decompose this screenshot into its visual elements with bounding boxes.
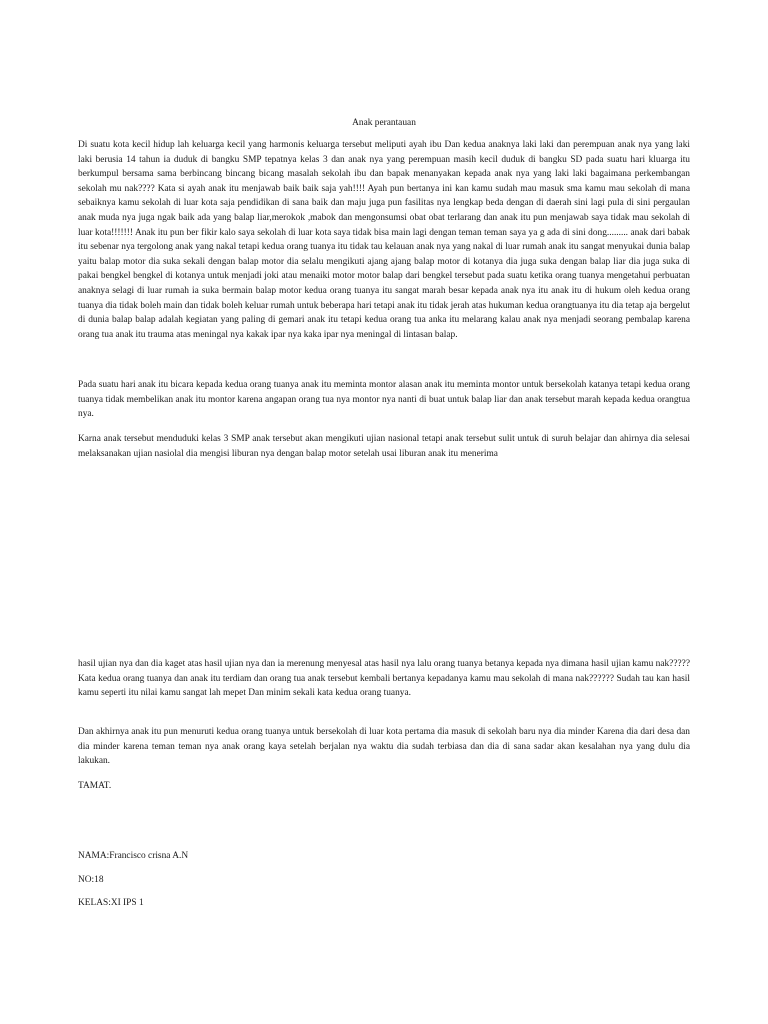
closing-text: TAMAT. [78, 781, 112, 791]
author-class: KELAS:XI IPS 1 [78, 898, 144, 908]
document-title: Anak perantauan [352, 118, 416, 128]
paragraph-1: Di suatu kota kecil hidup lah keluarga kecil yang harmonis keluarga tersebut meliputi ayah ibu Dan kedua anaknya laki laki dan perempuan anak nya yang laki laki berusia 14 tahun ia duduk di bangku SMP tepatnya kelas 3 dan anak nya yang perempuan masih kecil duduk di bangku SD pada suatu hari kluarga itu berkumpul bersama sama berbincang bincang bicang masalah sekolah ibu dan bapak menanyakan kepada anak nya yang laki laki bagaimana perkembangan sekolah mu nak???? Kata si ayah anak itu menjawab baik baik saja yah!!!! Ayah pun bertanya ini kan kamu sudah mau masuk sma kamu mau sekolah di mana sebaiknya kamu sekolah di luar kota saja pendidikan di sana baik dan maju juga pun fasilitas nya lengkap beda dengan di daerah sini lagi pula di sini pergaulan anak muda nya juga ngak baik ada yang balap liar,merokok ,mabok dan mengonsumsi obat obat terlarang dan anak itu pun menjawab saya tidak mau sekolah di luar kota!!!!!!! Anak itu pun ber fikir kalo saya sekolah di luar kota saya tidak bisa main lagi dengan teman teman saya ya g ada di sini dong......... anak dari babak itu sebenar nya tergolong anak yang nakal tetapi kedua orang tuanya itu tidak tau kelauan anak nya yang nakal di luar rumah anak itu sangat menyukai dunia balap yaitu balap motor dia suka sekali dengan balap motor dia selalu mengikuti ajang ajang balap motor di kotanya dia juga suka dengan balap liar dia juga suka di pakai bengkel bengkel di kotanya untuk menjadi joki atau menaiki motor motor balap dari bengkel tersebut pada suatu ketika orang tuanya mengetahui perbuatan anaknya selagi di luar rumah ia suka bermain balap motor kedua orang tuanya itu sangat marah besar kepada anak nya itu anak itu di hukum oleh kedua orang tuanya dia tidak boleh main dan tidak boleh keluar rumah untuk beberapa hari tetapi anak itu tidak jerah atas hukuman kedua orangtuanya itu dia tetap aja bergelut di dunia balap balap adalah kegiatan yang paling di gemari anak itu tetapi kedua orang tua anka itu melarang kalau anak nya menjadi seorang pembalap karena orang tua anak itu trauma atas meningal nya kakak ipar nya kaka ipar nya meningal di lintasan balap. [78, 140, 690, 340]
paragraph-5: Dan akhirnya anak itu pun menuruti kedua orang tuanya untuk bersekolah di luar kota pertama dia masuk di sekolah baru nya dia minder Karena dia dari desa dan dia minder karena teman teman nya anak orang kaya setelah berjalan nya waktu dia sudah terbiasa dan dia di sana sadar akan kesalahan nya yang dulu dia lakukan. [78, 727, 690, 767]
paragraph-2: Pada suatu hari anak itu bicara kepada kedua orang tuanya anak itu meminta montor alasan anak itu meminta montor untuk bersekolah katanya tetapi kedua orang tuanya tidak membelikan anak itu montor karena angapan orang tua nya montor nya nanti di buat untuk balap liar dan anak tersebut marah kepada kedua orangtua nya. [78, 380, 690, 420]
author-name: NAMA:Francisco crisna A.N [78, 851, 189, 861]
paragraph-3: Karna anak tersebut menduduki kelas 3 SMP anak tersebut akan mengikuti ujian nasional tetapi anak tersebut sulit untuk di suruh belajar dan ahirnya dia selesai melaksanakan ujian nasiolal dia mengisi liburan nya dengan balap motor setelah usai liburan anak itu menerima [78, 434, 690, 459]
author-number: NO:18 [78, 875, 104, 885]
paragraph-4: hasil ujian nya dan dia kaget atas hasil ujian nya dan ia merenung menyesal atas hasil nya lalu orang tuanya betanya kepada nya dimana hasil ujian kamu nak????? Kata kedua orang tuanya dan anak itu terdiam dan orang tua anak tersebut kembali bertanya kepadanya kamu mau sekolah di mana nak?????? Sudah tau kan hasil kamu seperti itu nilai kamu sangat lah mepet Dan minim sekali kata kedua orang tuanya. [78, 659, 690, 699]
